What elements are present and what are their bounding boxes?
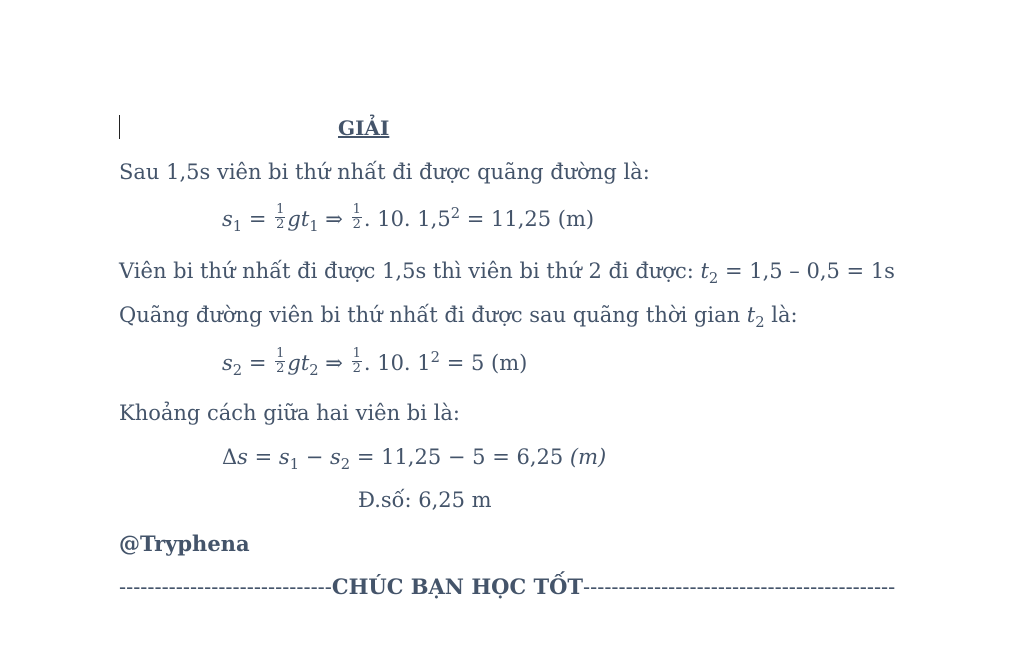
paragraph-2 bbox=[119, 258, 895, 288]
eq1-frac2-den: 2 bbox=[352, 217, 361, 232]
footer bbox=[119, 574, 895, 600]
eq3-s: s bbox=[237, 445, 248, 469]
paragraph-3-b: là: bbox=[764, 303, 798, 327]
eq1-lhs-sub: 1 bbox=[232, 218, 243, 236]
eq1-arrow: ⇒ bbox=[318, 207, 350, 231]
eq2-fraction bbox=[275, 347, 285, 376]
paragraph-4: Khoảng cách giữa hai viên bi là: bbox=[119, 401, 460, 425]
eq3-equals: = bbox=[247, 445, 279, 469]
eq2-calc-sup: 2 bbox=[430, 348, 441, 366]
eq2-frac-num: 1 bbox=[276, 346, 285, 361]
paragraph-3-sub: 2 bbox=[755, 314, 765, 332]
equation-s2 bbox=[222, 346, 528, 380]
eq2-gt: gt bbox=[287, 351, 310, 375]
eq3-unit: (m) bbox=[569, 445, 607, 469]
author: @Tryphena bbox=[119, 531, 250, 556]
eq2-calc: . 10. 1 bbox=[363, 351, 431, 375]
eq2-fraction-2 bbox=[352, 347, 362, 376]
eq1-equals: = bbox=[242, 207, 274, 231]
eq2-frac2-num: 1 bbox=[352, 346, 361, 361]
footer-dashes-right: -------------------------------------------- bbox=[583, 575, 896, 599]
eq2-equals: = bbox=[242, 351, 274, 375]
eq3-result: = 11,25 − 5 = 6,25 bbox=[350, 445, 570, 469]
equation-distance bbox=[222, 444, 607, 474]
equation-s1 bbox=[222, 202, 595, 236]
eq1-frac-num: 1 bbox=[276, 202, 285, 217]
footer-dashes-left: ------------------------------ bbox=[119, 575, 332, 599]
eq1-result: = 11,25 (m) bbox=[460, 207, 595, 231]
paragraph-2-sub: 2 bbox=[708, 270, 719, 288]
eq1-frac2-num: 1 bbox=[352, 202, 361, 217]
paragraph-2-text: Viên bi thứ nhất đi được 1,5s thì viên bi thứ 2 đi được: bbox=[119, 259, 701, 283]
paragraph-3 bbox=[119, 302, 798, 332]
paragraph-3-var: t bbox=[746, 303, 756, 327]
footer-text: CHÚC BẠN HỌC TỐT bbox=[331, 574, 584, 599]
answer: Đ.số: 6,25 m bbox=[358, 488, 492, 512]
eq1-calc: . 10. 1,5 bbox=[363, 207, 451, 231]
paragraph-1: Sau 1,5s viên bi thứ nhất đi được quãng đường là: bbox=[119, 160, 650, 184]
eq3-delta: Δ bbox=[222, 445, 238, 469]
paragraph-2-rest: = 1,5 – 0,5 = 1s bbox=[718, 259, 895, 283]
eq1-frac-den: 2 bbox=[276, 217, 285, 232]
text-cursor bbox=[119, 115, 120, 139]
eq2-frac-den: 2 bbox=[276, 361, 285, 376]
eq2-lhs-var: s bbox=[222, 351, 233, 375]
eq3-minus: − bbox=[299, 445, 330, 469]
paragraph-3-a: Quãng đường viên bi thứ nhất đi được sau quãng thời gian bbox=[119, 303, 747, 327]
eq3-s1-sub: 1 bbox=[289, 456, 300, 474]
eq3-s1: s bbox=[278, 445, 290, 469]
eq2-lhs-sub: 2 bbox=[232, 362, 243, 380]
eq2-gt-sub: 2 bbox=[309, 362, 319, 380]
eq1-gt: gt bbox=[287, 207, 310, 231]
eq3-s2-sub: 2 bbox=[340, 456, 351, 474]
paragraph-2-var: t bbox=[700, 259, 709, 283]
eq1-calc-sup: 2 bbox=[450, 204, 461, 222]
eq2-frac2-den: 2 bbox=[352, 361, 361, 376]
eq1-gt-sub: 1 bbox=[309, 218, 319, 236]
eq2-arrow: ⇒ bbox=[318, 351, 350, 375]
eq1-lhs-var: s bbox=[222, 207, 233, 231]
eq1-fraction bbox=[275, 203, 285, 232]
eq1-fraction-2 bbox=[352, 203, 362, 232]
eq3-s2: s bbox=[330, 445, 341, 469]
eq2-result: = 5 (m) bbox=[440, 351, 528, 375]
page-title: GIẢI bbox=[338, 116, 390, 140]
